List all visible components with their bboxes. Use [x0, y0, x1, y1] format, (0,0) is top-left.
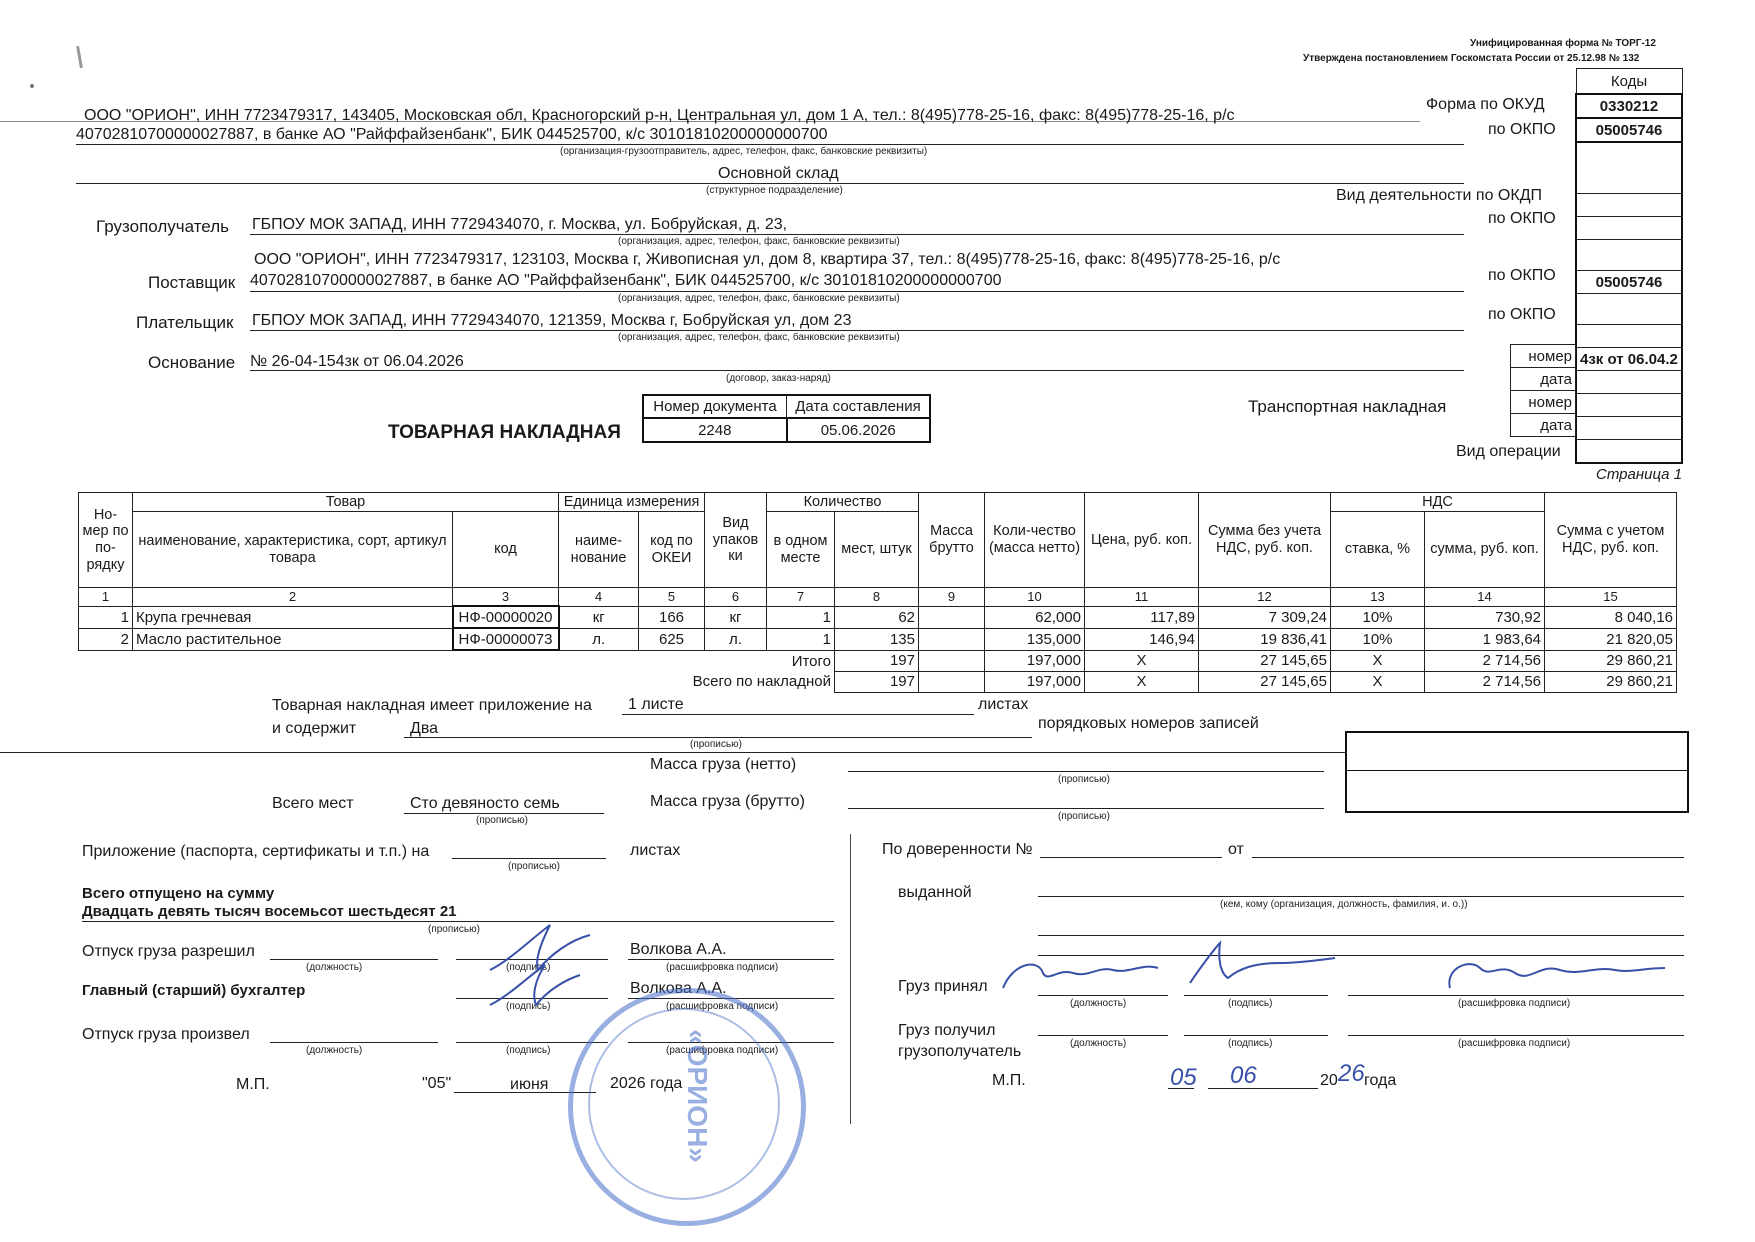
- row-gross: [919, 628, 985, 650]
- contains-suffix: порядковых номеров записей: [1038, 715, 1259, 732]
- allowed-signature-caption: (подпись): [506, 962, 551, 973]
- received-signature-line: [1184, 1035, 1328, 1036]
- okpo2-value: [1576, 217, 1682, 240]
- attach-value: 1 листе: [628, 696, 684, 713]
- basis-date-value: [1576, 371, 1682, 394]
- unified-form-title: Унифицированная форма № ТОРГ-12: [1470, 38, 1656, 49]
- payer-caption: (организация, адрес, телефон, факс, банковские реквизиты): [618, 332, 900, 343]
- date-month: июня: [510, 1076, 549, 1093]
- consignee-underline: [250, 234, 1464, 235]
- col-header-unit-name: наиме-нование: [559, 512, 639, 588]
- issued-line: [1038, 896, 1684, 897]
- date-day: "05": [422, 1075, 452, 1092]
- division-caption: (структурное подразделение): [706, 185, 843, 196]
- received-label-2: грузополучатель: [898, 1043, 1022, 1060]
- transport-number-label: номер: [1511, 391, 1576, 414]
- goods-table: [78, 492, 1677, 693]
- basis-underline: [250, 370, 1464, 371]
- received-name-caption: (расшифровка подписи): [1458, 1038, 1571, 1049]
- consignee-caption: (организация, адрес, телефон, факс, банковские реквизиты): [618, 236, 900, 247]
- itogo-price: X: [1085, 650, 1199, 671]
- signature-scribble: [1440, 948, 1670, 998]
- mass-net-caption: (прописью): [1058, 774, 1110, 785]
- proxy-number-line: [1040, 857, 1222, 858]
- basis-label: Основание: [148, 353, 236, 372]
- row-vat-sum: 1 983,64: [1425, 628, 1545, 650]
- issued-line-2: [1038, 935, 1684, 936]
- col-number: 6: [705, 588, 767, 607]
- allowed-position-caption: (должность): [306, 962, 363, 973]
- row-pack: л.: [705, 628, 767, 650]
- date2-suffix: года: [1364, 1072, 1397, 1089]
- okpo4-value: [1576, 325, 1682, 348]
- row-unit: л.: [559, 628, 639, 650]
- row-price: 146,94: [1085, 628, 1199, 650]
- accepted-name-caption: (расшифровка подписи): [1458, 998, 1571, 1009]
- row-unit: кг: [559, 606, 639, 628]
- mass-net-label: Масса груза (нетто): [650, 756, 797, 773]
- section-divider: [0, 752, 1345, 753]
- received-position-caption: (должность): [1070, 1038, 1127, 1049]
- appendix-underline: [452, 858, 606, 859]
- proxy-label: По доверенности №: [882, 841, 1033, 858]
- col-number: 12: [1199, 588, 1331, 607]
- accountant-label: Главный (старший) бухгалтер: [82, 982, 306, 999]
- released-label: Всего отпущено на сумму: [82, 885, 275, 902]
- col-number: 14: [1425, 588, 1545, 607]
- made-label: Отпуск груза произвел: [82, 1026, 250, 1043]
- accepted-signature-line: [1184, 995, 1328, 996]
- transport-date-value: [1576, 417, 1682, 440]
- scan-mark: [76, 46, 83, 68]
- mass-net-underline: [848, 771, 1324, 772]
- issued-label: выданной: [898, 884, 972, 901]
- col-number: 4: [559, 588, 639, 607]
- approval-note: Утверждена постановлением Госкомстата России от 25.12.98 № 132: [1303, 53, 1640, 64]
- row-number: 1: [79, 606, 133, 628]
- vsego-row: [79, 671, 1677, 692]
- col-header-vat: НДС: [1331, 493, 1545, 512]
- itogo-label: Итого: [791, 652, 831, 670]
- okpo3-label: по ОКПО: [1488, 267, 1556, 284]
- itogo-sum: 27 145,65: [1199, 650, 1331, 671]
- row-vat-sum: 730,92: [1425, 606, 1545, 628]
- col-number: 10: [985, 588, 1085, 607]
- row-total: 21 820,05: [1545, 628, 1677, 650]
- basis-caption: (договор, заказ-наряд): [726, 373, 831, 384]
- accountant-name: Волкова А.А.: [630, 980, 727, 997]
- okpo4-label: по ОКПО: [1488, 306, 1556, 323]
- transport-label: Транспортная накладная: [1248, 397, 1447, 416]
- col-header-goods: Товар: [133, 493, 559, 512]
- division-underline: [76, 183, 1464, 184]
- signature-scribble: [480, 960, 610, 1010]
- row-name: Масло растительное: [133, 628, 453, 650]
- supplier-line2: 40702810700000027887, в банке АО "Райффайзенбанк", БИК 044525700, к/с 30101810200000000700: [250, 272, 1002, 289]
- places-underline: [404, 813, 604, 814]
- operation-label: Вид операции: [1456, 443, 1561, 460]
- row-vat-rate: 10%: [1331, 628, 1425, 650]
- appendix-suffix: листах: [630, 842, 681, 859]
- col-number: 13: [1331, 588, 1425, 607]
- col-number: 5: [639, 588, 705, 607]
- itogo-vat-sum: 2 714,56: [1425, 650, 1545, 671]
- mass-box-divider: [1347, 770, 1687, 771]
- itogo-net: 197,000: [985, 650, 1085, 671]
- signature-scribble: [1180, 938, 1340, 988]
- transport-number-value: [1576, 394, 1682, 417]
- received-signature-caption: (подпись): [1228, 1038, 1273, 1049]
- sender-line1: ООО "ОРИОН", ИНН 7723479317, 143405, Московская обл, Красногорский р-н, Центральная ул, дом 1 А, тел.: 8(495)778-25-16, факс: 8(495)778-25-16, р/с: [84, 107, 1235, 124]
- allowed-name-caption: (расшифровка подписи): [666, 962, 779, 973]
- operation-value: [1576, 440, 1682, 464]
- allowed-name: Волкова А.А.: [630, 941, 727, 958]
- okpo3-value: 05005746: [1576, 271, 1682, 294]
- places-label: Всего мест: [272, 795, 354, 812]
- row-one-place: 1: [767, 606, 835, 628]
- col-header-qty: Количество: [767, 493, 919, 512]
- row-price: 117,89: [1085, 606, 1199, 628]
- row-pack: кг: [705, 606, 767, 628]
- scan-mark: [30, 84, 34, 88]
- okdp-value: [1576, 194, 1682, 217]
- col-header-total: Сумма с учетом НДС, руб. коп.: [1545, 493, 1677, 588]
- okpo-label: по ОКПО: [1488, 121, 1556, 138]
- col-header-unit: Единица измерения: [559, 493, 705, 512]
- col-number: 8: [835, 588, 919, 607]
- payer-underline: [250, 330, 1464, 331]
- accepted-label: Груз принял: [898, 978, 988, 995]
- document-title: ТОВАРНАЯ НАКЛАДНАЯ: [388, 422, 621, 443]
- row-code: НФ-00000073: [453, 628, 559, 650]
- contains-label: и содержит: [272, 720, 357, 737]
- vsego-vat-rate: X: [1331, 671, 1425, 692]
- vsego-places: 197: [835, 671, 919, 692]
- date2-month-handwritten: 06: [1230, 1062, 1257, 1089]
- contains-value: Два: [410, 720, 439, 737]
- accepted-position-caption: (должность): [1070, 998, 1127, 1009]
- supplier-line1: ООО "ОРИОН", ИНН 7723479317, 123103, Москва г, Живописная ул, дом 8, квартира 37, тел.: 8(495)778-25-16, факс: 8(495)778-25-16, р/с: [254, 251, 1281, 268]
- col-header-one-place: в одном месте: [767, 512, 835, 588]
- row-okei: 625: [639, 628, 705, 650]
- itogo-gross: [919, 650, 985, 671]
- basis-date-label: дата: [1511, 368, 1576, 391]
- col-number: 11: [1085, 588, 1199, 607]
- vsego-sum: 27 145,65: [1199, 671, 1331, 692]
- okpo2-label: по ОКПО: [1488, 210, 1556, 227]
- row-code: НФ-00000020: [453, 606, 559, 628]
- received-name-line: [1348, 1035, 1684, 1036]
- col-number: 9: [919, 588, 985, 607]
- vsego-net: 197,000: [985, 671, 1085, 692]
- footer-vertical-divider: [850, 834, 851, 1124]
- basis-number-value: 4зк от 06.04.2: [1576, 348, 1682, 371]
- vsego-vat-sum: 2 714,56: [1425, 671, 1545, 692]
- okud-value: 0330212: [1576, 94, 1682, 118]
- mass-gross-underline: [848, 808, 1324, 809]
- mass-gross-label: Масса груза (брутто): [650, 793, 805, 810]
- allowed-position-line: [270, 959, 438, 960]
- row-places: 62: [835, 606, 919, 628]
- row-okei: 166: [639, 606, 705, 628]
- itogo-places: 197: [835, 650, 919, 671]
- row-sum: 7 309,24: [1199, 606, 1331, 628]
- transport-date-label: дата: [1511, 414, 1576, 437]
- row-gross: [919, 606, 985, 628]
- table-row: [79, 628, 1677, 650]
- division-value: Основной склад: [718, 165, 839, 182]
- payer-label: Плательщик: [136, 313, 234, 332]
- basis-number-label: номер: [1511, 345, 1576, 368]
- doc-number: 2248: [643, 418, 787, 442]
- col-header-okei: код по ОКЕИ: [639, 512, 705, 588]
- consignee-value: ГБПОУ МОК ЗАПАД, ИНН 7729434070, г. Москва, ул. Бобруйская, д. 23,: [252, 216, 788, 233]
- released-caption: (прописью): [428, 924, 480, 935]
- row-sum: 19 836,41: [1199, 628, 1331, 650]
- col-header-vat-rate: ставка, %: [1331, 512, 1425, 588]
- supplier-label: Поставщик: [148, 273, 236, 292]
- row-number: 2: [79, 628, 133, 650]
- places-caption: (прописью): [476, 815, 528, 826]
- propisyu-caption: (прописью): [690, 739, 742, 750]
- date-year: 2026 года: [610, 1075, 683, 1092]
- code-cell-empty: [1576, 240, 1682, 271]
- itogo-total: 29 860,21: [1545, 650, 1677, 671]
- accountant-name-caption: (расшифровка подписи): [666, 1001, 779, 1012]
- received-position-line: [1038, 1035, 1168, 1036]
- payer-value: ГБПОУ МОК ЗАПАД, ИНН 7729434070, 121359, Москва г, Бобруйская ул, дом 23: [252, 312, 852, 329]
- date2-day-handwritten: 05: [1170, 1064, 1197, 1091]
- stamp-text: «ОРИОН»: [681, 1029, 713, 1163]
- itogo-row: [79, 650, 1677, 671]
- attach-label: Товарная накладная имеет приложение на: [272, 697, 592, 714]
- okud-label: Форма по ОКУД: [1426, 96, 1545, 113]
- row-net: 135,000: [985, 628, 1085, 650]
- col-header-net: Коли-чество (масса нетто): [985, 493, 1085, 588]
- proxy-from: от: [1228, 841, 1244, 858]
- col-header-sum-wo-vat: Сумма без учета НДС, руб. коп.: [1199, 493, 1331, 588]
- appendix-label: Приложение (паспорта, сертификаты и т.п.) на: [82, 843, 430, 860]
- codes-header: Коды: [1576, 69, 1682, 95]
- row-name: Крупа гречневая: [133, 606, 453, 628]
- doc-date: 05.06.2026: [787, 418, 931, 442]
- col-header-vat-sum: сумма, руб. коп.: [1425, 512, 1545, 588]
- vsego-gross: [919, 671, 985, 692]
- code-cell-empty: [1576, 294, 1682, 325]
- col-header-goods-name: наименование, характеристика, сорт, артикул товара: [133, 512, 453, 588]
- signature-scribble: [998, 948, 1198, 998]
- doc-number-header: Номер документа: [643, 395, 787, 418]
- vsego-price: X: [1085, 671, 1199, 692]
- col-header-number: Но-мер по по-рядку: [79, 493, 133, 588]
- sender-underline: [76, 144, 1464, 145]
- date2-month-line: [1208, 1088, 1318, 1089]
- code-cell-empty: [1576, 142, 1682, 194]
- col-header-price: Цена, руб. коп.: [1085, 493, 1199, 588]
- made-position-line: [270, 1042, 438, 1043]
- places-value: Сто девяносто семь: [410, 795, 560, 812]
- table-row: [79, 606, 1677, 628]
- col-number: 1: [79, 588, 133, 607]
- accountant-signature-caption: (подпись): [506, 1001, 551, 1012]
- col-number: 3: [453, 588, 559, 607]
- row-total: 8 040,16: [1545, 606, 1677, 628]
- date2-year-handwritten: 26: [1338, 1060, 1365, 1087]
- doc-number-table: [642, 394, 931, 443]
- row-vat-rate: 10%: [1331, 606, 1425, 628]
- vsego-total: 29 860,21: [1545, 671, 1677, 692]
- itogo-vat-rate: X: [1331, 650, 1425, 671]
- allowed-label: Отпуск груза разрешил: [82, 943, 255, 960]
- row-one-place: 1: [767, 628, 835, 650]
- col-number: 15: [1545, 588, 1677, 607]
- mass-gross-caption: (прописью): [1058, 811, 1110, 822]
- basis-value: № 26-04-154зк от 06.04.2026: [250, 353, 464, 370]
- vsego-label: Всего по накладной: [692, 673, 831, 690]
- appendix-caption: (прописью): [508, 861, 560, 872]
- made-signature-caption: (подпись): [506, 1045, 551, 1056]
- received-label: Груз получил: [898, 1022, 996, 1039]
- attach-underline: [622, 714, 974, 715]
- col-header-code: код: [453, 512, 559, 588]
- col-number: 2: [133, 588, 453, 607]
- contains-underline: [404, 737, 1032, 738]
- row-net: 62,000: [985, 606, 1085, 628]
- made-position-caption: (должность): [306, 1045, 363, 1056]
- mp-left: М.П.: [236, 1076, 270, 1093]
- mp-right: М.П.: [992, 1072, 1026, 1089]
- date2-year-prefix: 20: [1320, 1072, 1338, 1089]
- attach-suffix: листах: [978, 696, 1029, 713]
- proxy-date-line: [1252, 857, 1684, 858]
- page-number: Страница 1: [1596, 466, 1683, 483]
- made-name-caption: (расшифровка подписи): [666, 1045, 779, 1056]
- released-value: Двадцать девять тысяч восемьсот шестьдесят 21: [82, 903, 457, 920]
- supplier-underline: [250, 291, 1464, 292]
- sender-line2: 40702810700000027887, в банке АО "Райффайзенбанк", БИК 044525700, к/с 30101810200000000700: [76, 126, 828, 143]
- okpo-value: 05005746: [1576, 118, 1682, 142]
- doc-date-header: Дата составления: [787, 395, 931, 418]
- mass-box: [1345, 731, 1689, 813]
- okdp-label: Вид деятельности по ОКДП: [1336, 187, 1543, 204]
- row-places: 135: [835, 628, 919, 650]
- released-underline: [82, 921, 834, 922]
- consignee-label: Грузополучатель: [96, 217, 229, 236]
- col-number: 7: [767, 588, 835, 607]
- col-header-places: мест, штук: [835, 512, 919, 588]
- col-header-gross: Масса брутто: [919, 493, 985, 588]
- col-header-pack: Вид упаков ки: [705, 493, 767, 588]
- allowed-name-line: [628, 959, 834, 960]
- accepted-signature-caption: (подпись): [1228, 998, 1273, 1009]
- issued-caption: (кем, кому (организация, должность, фамилия, и. о.)): [1220, 899, 1468, 910]
- supplier-caption: (организация, адрес, телефон, факс, банковские реквизиты): [618, 293, 900, 304]
- sender-caption: (организация-грузоотправитель, адрес, телефон, факс, банковские реквизиты): [560, 146, 928, 157]
